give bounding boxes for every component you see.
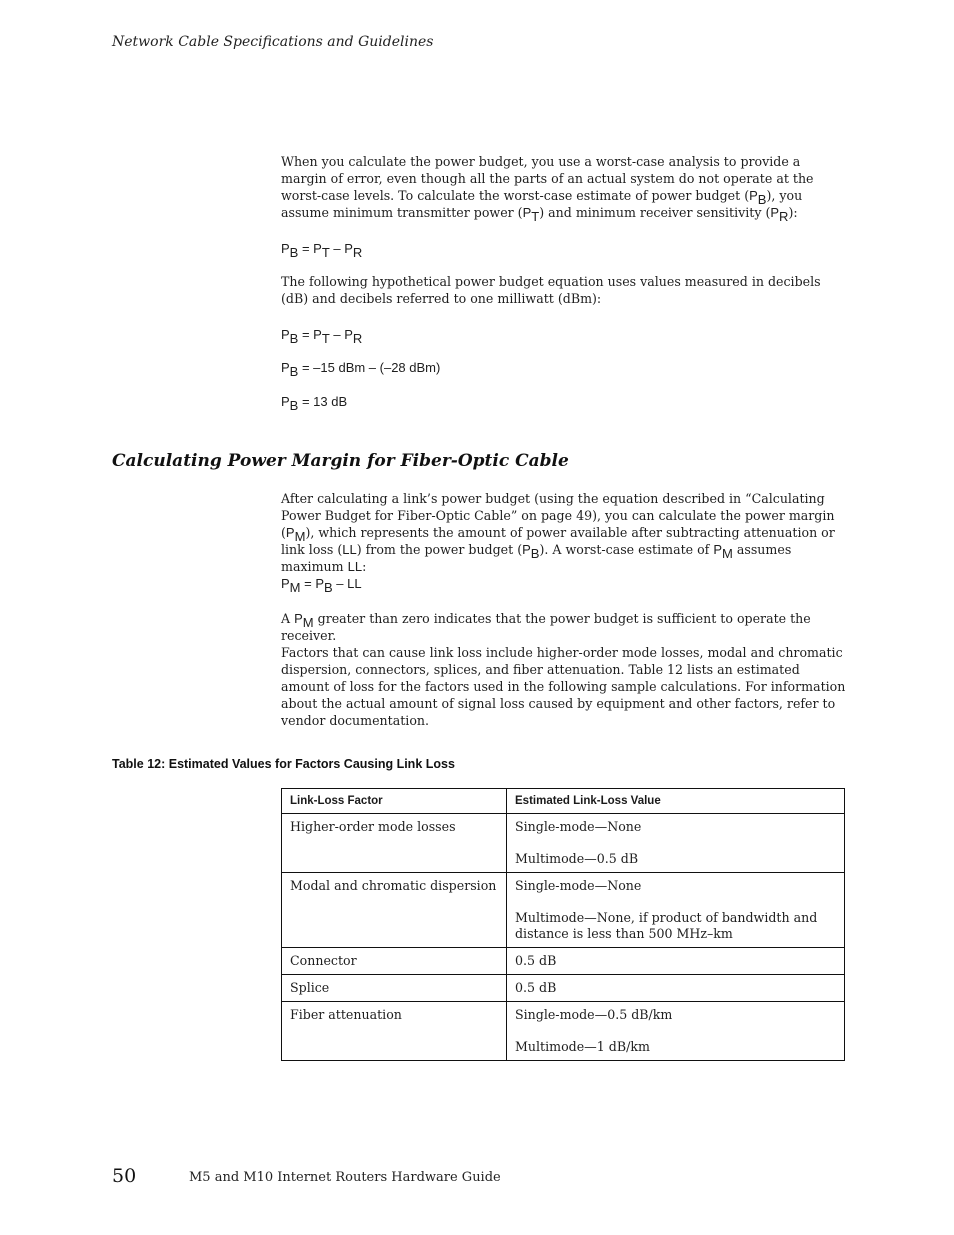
text-run: ), you assume minimum transmitter power ( — [281, 188, 803, 220]
value-cell — [507, 1002, 845, 1061]
subscript: B — [289, 331, 299, 346]
table-header-row — [282, 789, 845, 814]
text-run: ) from the power budget ( — [356, 542, 523, 557]
text-run: ), which represents the amount of power available after subtracting attenuation or link loss ( — [281, 525, 835, 557]
table-row — [282, 948, 845, 975]
column-header: Link-Loss Factor — [282, 789, 507, 814]
value-cell — [507, 814, 845, 873]
subscript: T — [531, 209, 540, 224]
symbol: – P — [329, 241, 353, 256]
column-header: Estimated Link-Loss Value — [507, 789, 845, 814]
subscript: M — [302, 615, 314, 630]
symbol: P — [713, 542, 723, 557]
symbol: = P — [300, 576, 325, 591]
subscript: M — [294, 529, 306, 544]
value-text: 0.5 dB — [515, 980, 557, 995]
value-text: Multimode—0.5 dB — [515, 851, 639, 866]
value-text: Multimode—1 dB/km — [515, 1039, 650, 1054]
subscript: B — [289, 245, 299, 260]
symbol: LL — [342, 542, 357, 557]
symbol: – P — [329, 327, 353, 342]
factor-cell: Modal and chromatic dispersion — [282, 873, 507, 948]
factor-cell: Connector — [282, 948, 507, 975]
symbol: P — [522, 542, 531, 557]
factor-cell: Higher-order mode losses — [282, 814, 507, 873]
symbol: P — [281, 327, 290, 342]
subscript: B — [530, 546, 540, 561]
subscript: B — [289, 398, 299, 413]
section-paragraph-3: Factors that can cause link loss include higher-order mode losses, modal and chromatic dispersion, connectors, splices, and fiber attenuation. Table 12 lists an estimated amount of loss for the factors used in the following sample calculations. For information about the actual amount of signal loss caused by equipment and other factors, refer to vendor documentation. — [281, 645, 846, 728]
equation-result — [281, 393, 348, 413]
text-run: assumes maximum — [281, 542, 792, 574]
value-text: Single-mode—None — [515, 878, 642, 893]
value-cell — [507, 948, 845, 975]
symbol: – LL — [332, 576, 362, 591]
subscript: M — [289, 580, 301, 595]
table-row — [282, 814, 845, 873]
symbol: P — [281, 241, 290, 256]
text-run: ): — [788, 205, 798, 220]
subscript: T — [321, 331, 330, 346]
value-text: 0.5 dB — [515, 953, 557, 968]
text-run: A — [281, 611, 295, 626]
subscript: T — [321, 245, 330, 260]
symbol: = P — [298, 241, 322, 256]
equation-power-budget-repeat — [281, 326, 363, 346]
table-row — [282, 873, 845, 948]
subscript: R — [352, 331, 363, 346]
symbol: P — [281, 394, 290, 409]
symbol: P — [281, 576, 290, 591]
text-run: ) and minimum receiver sensitivity ( — [539, 205, 771, 220]
section-heading: Calculating Power Margin for Fiber-Optic Cable — [112, 451, 569, 471]
symbol: = –15 dBm – (–28 dBm) — [298, 360, 441, 375]
subscript: B — [324, 580, 333, 595]
page-number: 50 — [112, 1165, 137, 1187]
symbol: P — [749, 188, 758, 203]
table-row — [282, 975, 845, 1002]
text-run: When you calculate the power budget, you use a worst-case analysis to provide a margin of error, even though all the parts of an actual system do not operate at the worst-case levels. To calculate the worst-case estimate of power budget ( — [281, 154, 814, 203]
text-run: ). A worst-case estimate of — [539, 542, 714, 557]
value-cell — [507, 873, 845, 948]
subscript: R — [352, 245, 363, 260]
subscript: B — [757, 192, 767, 207]
link-loss-table — [281, 788, 845, 1061]
symbol: = P — [298, 327, 322, 342]
symbol: P — [522, 205, 532, 220]
symbol: P — [294, 611, 303, 626]
section-paragraph-2 — [281, 610, 847, 644]
text-run: After calculating a link’s power budget (using the equation described in “Calculating Power Budget for Fiber-Optic Cable” on page 49), you can calculate the power margin ( — [281, 491, 835, 540]
factor-cell: Fiber attenuation — [282, 1002, 507, 1061]
symbol: = 13 dB — [298, 394, 348, 409]
intro-paragraph-1 — [281, 153, 847, 224]
subscript: B — [289, 364, 299, 379]
section-paragraph-1 — [281, 490, 847, 575]
value-text: Single-mode—None — [515, 819, 642, 834]
table-row — [282, 1002, 845, 1061]
table-caption: Table 12: Estimated Values for Factors Causing Link Loss — [112, 757, 455, 771]
subscript: M — [722, 546, 733, 561]
footer-book-title: M5 and M10 Internet Routers Hardware Guide — [189, 1170, 501, 1185]
factor-cell: Splice — [282, 975, 507, 1002]
equation-values — [281, 359, 441, 379]
text-run: : — [362, 559, 367, 574]
symbol: P — [281, 360, 290, 375]
value-text: Multimode—None, if product of bandwidth and distance is less than 500 MHz–km — [515, 910, 818, 941]
symbol: P — [770, 205, 780, 220]
text-run: greater than zero indicates that the power budget is sufficient to operate the receiver. — [281, 611, 811, 643]
symbol: P — [285, 525, 295, 540]
running-header: Network Cable Specifications and Guidelines — [112, 34, 434, 50]
subscript: R — [779, 209, 789, 224]
value-text: Single-mode—0.5 dB/km — [515, 1007, 673, 1022]
value-cell — [507, 975, 845, 1002]
intro-paragraph-2: The following hypothetical power budget equation uses values measured in decibels (dB) and decibels referred to one milliwatt (dBm): — [281, 274, 821, 306]
equation-power-budget — [281, 240, 363, 260]
symbol: LL — [347, 559, 363, 574]
equation-power-margin — [281, 575, 362, 595]
